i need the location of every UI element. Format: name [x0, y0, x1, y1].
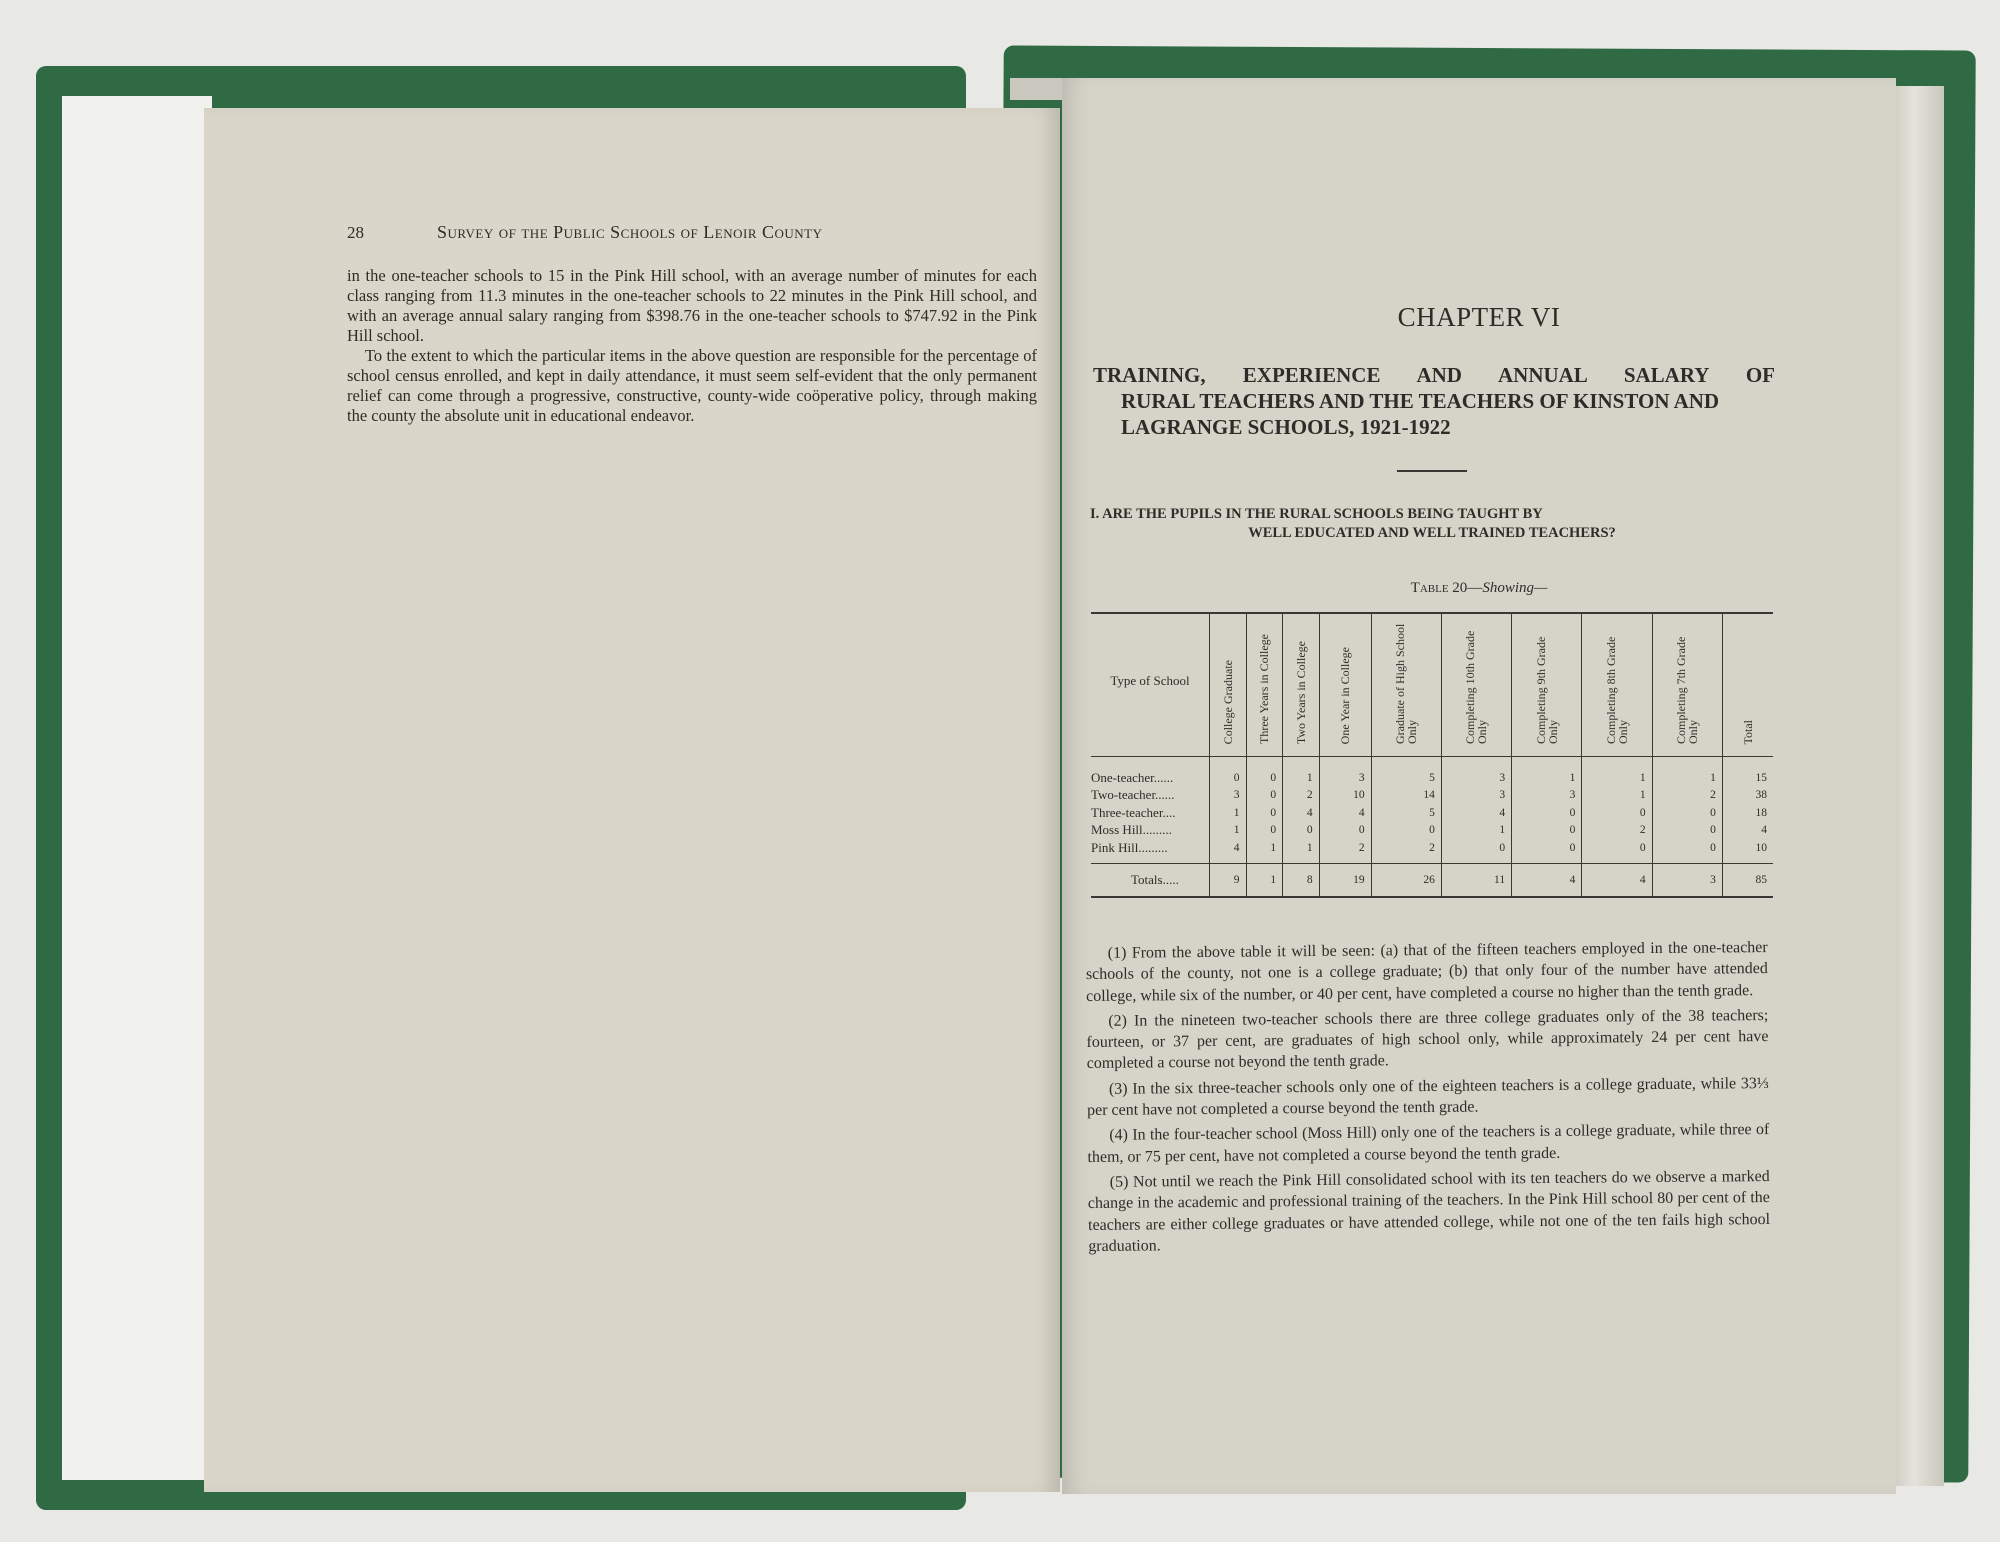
table-cell: 1	[1246, 839, 1283, 863]
table-caption-label: Table 20—	[1410, 580, 1483, 596]
table-cell: 8	[1283, 863, 1320, 897]
table-cell: 14	[1371, 787, 1441, 805]
totals-row	[1091, 863, 1773, 897]
right-body-text	[1086, 937, 1771, 1261]
table-row	[1091, 839, 1773, 863]
table-cell: 5	[1371, 757, 1441, 787]
running-head	[347, 222, 1047, 243]
column-header-label: Type of School	[1110, 673, 1190, 688]
table-cell: 1	[1210, 822, 1247, 840]
column-header	[1512, 613, 1582, 757]
table-cell: 3	[1441, 757, 1511, 787]
table-cell: 0	[1246, 757, 1283, 787]
table-cell: 18	[1722, 804, 1773, 822]
running-head-title: Survey of the Public Schools of Lenoir County	[437, 222, 823, 242]
column-header	[1283, 613, 1320, 757]
table-cell: 38	[1722, 787, 1773, 805]
chapter-title	[1093, 362, 1775, 440]
table-cell: 1	[1246, 863, 1283, 897]
column-header	[1246, 613, 1283, 757]
table-cell: 2	[1582, 822, 1652, 840]
table-cell: 0	[1582, 839, 1652, 863]
column-header	[1441, 613, 1511, 757]
column-header-type	[1091, 613, 1210, 757]
paragraph: (4) In the four-teacher school (Moss Hill) only one of the teachers is a college graduate, while three of them, or 75 per cent, have not completed a course beyond the tenth grade.	[1087, 1121, 1770, 1166]
table-cell: 1	[1441, 822, 1511, 840]
table-cell: 3	[1652, 863, 1722, 897]
paragraph: To the extent to which the particular items in the above question are responsible for the percentage of school census enrolled, and kept in daily attendance, it must seem self-evident that the only permanent relief can come through a progressive, constructive, county-wide coöperative policy, through making the county the absolute unit in educational endeavor.	[347, 346, 1037, 425]
left-body-text	[347, 266, 1037, 426]
divider	[1397, 470, 1467, 472]
table-cell: 1	[1283, 757, 1320, 787]
table-cell: 4	[1319, 804, 1371, 822]
table-cell: 4	[1441, 804, 1511, 822]
table-cell: 0	[1371, 822, 1441, 840]
chapter-title-line: TRAINING, EXPERIENCE AND ANNUAL SALARY OF	[1093, 363, 1775, 387]
table-caption-italic: Showing—	[1482, 580, 1548, 596]
table-cell: 3	[1319, 757, 1371, 787]
table-cell: 0	[1512, 839, 1582, 863]
column-header	[1722, 613, 1773, 757]
table-cell: 4	[1722, 822, 1773, 840]
table-cell: 1	[1582, 757, 1652, 787]
row-label: One-teacher......	[1091, 769, 1174, 785]
table-cell: 0	[1512, 822, 1582, 840]
table-caption	[1062, 580, 1896, 597]
column-header-label: Graduate of High School Only	[1393, 623, 1420, 744]
row-label: Three-teacher....	[1091, 804, 1176, 820]
section-heading-line: I. ARE THE PUPILS IN THE RURAL SCHOOLS BEING TAUGHT BY	[1090, 506, 1543, 522]
section-heading-line: WELL EDUCATED AND WELL TRAINED TEACHERS?	[1248, 525, 1616, 541]
table-cell: 5	[1371, 804, 1441, 822]
row-label: Moss Hill.........	[1091, 822, 1172, 838]
paragraph: (2) In the nineteen two-teacher schools there are three college graduates only of the 38 teachers; fourteen, or 37 per cent, are graduates of high school only, while approximately 24 per cent have completed a course not beyond the tenth grade.	[1086, 1006, 1769, 1073]
table-cell: 0	[1652, 839, 1722, 863]
row-label: Two-teacher......	[1091, 787, 1175, 803]
column-header-label: One Year in College	[1338, 646, 1353, 744]
table-row	[1091, 804, 1773, 822]
column-header-label: Completing 8th Grade Only	[1603, 636, 1630, 744]
column-header-label: Two Years in College	[1293, 640, 1308, 744]
paragraph: (3) In the six three-teacher schools only one of the eighteen teachers is a college graduate, while 33⅓ per cent have not completed a course beyond the tenth grade.	[1087, 1074, 1769, 1120]
table-row	[1091, 757, 1773, 787]
table-cell: 4	[1283, 804, 1320, 822]
column-header-label: College Graduate	[1220, 659, 1235, 744]
table-cell: 3	[1512, 787, 1582, 805]
table-cell: 0	[1652, 822, 1722, 840]
table-cell: 1	[1652, 757, 1722, 787]
table-cell: 1	[1283, 839, 1320, 863]
table-cell: 0	[1283, 822, 1320, 840]
table-cell: 4	[1210, 839, 1247, 863]
table-cell: 0	[1246, 822, 1283, 840]
table-cell: 15	[1722, 757, 1773, 787]
row-label: Pink Hill.........	[1091, 839, 1168, 855]
table-cell: 0	[1582, 804, 1652, 822]
paragraph: in the one-teacher schools to 15 in the Pink Hill school, with an average number of minutes for each class ranging from 11.3 minutes in the one-teacher schools to 22 minutes in the Pink Hill school, and with an average annual salary ranging from $398.76 in the one-teacher schools to $747.92 in the Pink Hill school.	[347, 266, 1037, 345]
table-cell: 2	[1371, 839, 1441, 863]
page-number: 28	[347, 223, 364, 242]
table-cell: 4	[1582, 863, 1652, 897]
table-row	[1091, 787, 1773, 805]
paragraph: (1) From the above table it will be seen: (a) that of the fifteen teachers employed in the one-teacher schools of the county, not one is a college graduate; (b) that only four of the number have attended college, while six of the number, or 40 per cent, have completed a course no higher than the tenth grade.	[1085, 939, 1768, 1005]
table-cell: 2	[1319, 839, 1371, 863]
paragraph: (5) Not until we reach the Pink Hill consolidated school with its ten teachers do we observe a marked change in the academic and professional training of the teachers. In the Pink Hill school 80 per cent of the teachers are either college graduates or have attended college, while not one of the ten fails high school graduation.	[1087, 1167, 1771, 1255]
table-cell: 0	[1246, 787, 1283, 805]
table-row	[1091, 822, 1773, 840]
table-20	[1091, 612, 1773, 898]
section-heading	[1090, 505, 1774, 543]
table-cell: 11	[1441, 863, 1511, 897]
table-cell: 10	[1722, 839, 1773, 863]
chapter-title-rest: RURAL TEACHERS AND THE TEACHERS OF KINSTON AND LAGRANGE SCHOOLS, 1921-1922	[1121, 389, 1720, 439]
column-header	[1582, 613, 1652, 757]
table-cell: 0	[1246, 804, 1283, 822]
table-cell: 19	[1319, 863, 1371, 897]
column-header-label: Completing 10th Grade Only	[1463, 630, 1490, 744]
table-cell: 3	[1210, 787, 1247, 805]
column-header-label: Total	[1740, 719, 1755, 744]
column-header	[1210, 613, 1247, 757]
column-header	[1371, 613, 1441, 757]
table-cell: 9	[1210, 863, 1247, 897]
table-cell: 2	[1283, 787, 1320, 805]
table-cell: 4	[1512, 863, 1582, 897]
table-cell: 2	[1652, 787, 1722, 805]
column-header-label: Completing 7th Grade Only	[1674, 636, 1701, 744]
table-cell: 1	[1582, 787, 1652, 805]
table-cell: 1	[1210, 804, 1247, 822]
column-header	[1319, 613, 1371, 757]
table-cell: 10	[1319, 787, 1371, 805]
table-cell: 1	[1512, 757, 1582, 787]
table-cell: 85	[1722, 863, 1773, 897]
table-cell: 3	[1441, 787, 1511, 805]
chapter-heading: CHAPTER VI	[1397, 302, 1561, 332]
column-header	[1652, 613, 1722, 757]
column-header-label: Completing 9th Grade Only	[1533, 636, 1560, 744]
table-cell: 0	[1652, 804, 1722, 822]
table-cell: 26	[1371, 863, 1441, 897]
row-label: Totals.....	[1091, 863, 1210, 897]
table-cell: 0	[1319, 822, 1371, 840]
table-cell: 0	[1441, 839, 1511, 863]
flyleaf	[62, 96, 212, 1480]
table-cell: 0	[1512, 804, 1582, 822]
page-edge-stack	[1894, 86, 1944, 1486]
column-header-label: Three Years in College	[1257, 634, 1272, 744]
table-cell: 0	[1210, 757, 1247, 787]
